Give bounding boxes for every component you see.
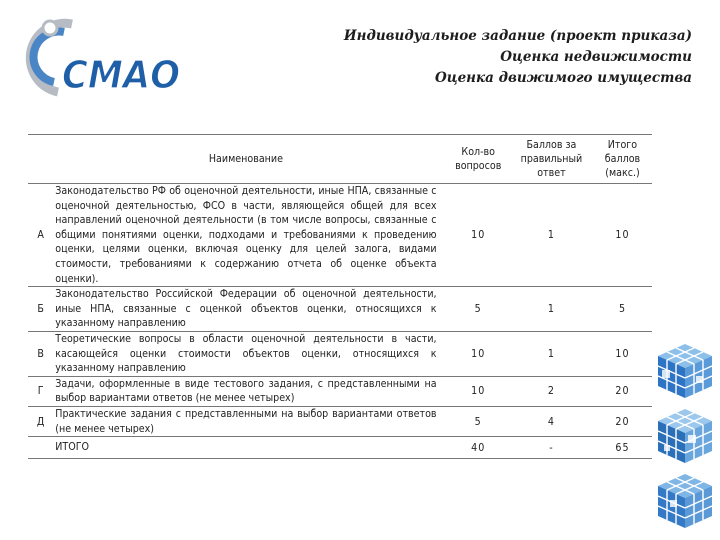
header-name: Наименование	[208, 153, 283, 165]
table-row	[28, 331, 652, 376]
row-points: 4	[547, 415, 555, 428]
rubik-cube-icon	[654, 470, 716, 532]
table-row	[28, 376, 652, 406]
total-label: ИТОГО	[55, 441, 90, 454]
total-points: -	[549, 441, 554, 454]
row-count: 10	[471, 385, 486, 398]
row-letter: Д	[36, 415, 45, 428]
row-name: Практические задания с представленными на выбор вариантами ответов (не менее четырех)	[55, 407, 437, 435]
exam-structure-table	[28, 134, 652, 459]
row-points: 1	[547, 229, 555, 242]
total-max: 65	[615, 441, 630, 454]
row-letter: А	[37, 229, 44, 242]
header-count: Кол-во вопросов	[455, 146, 502, 172]
row-count: 10	[471, 229, 486, 242]
row-letter: Б	[37, 303, 44, 316]
header-max: Итого баллов (макс.)	[604, 139, 641, 179]
table-row	[28, 184, 652, 287]
row-name: Законодательство РФ об оценочной деятельности, иные НПА, связанные с оценочной деятельностью, ФСО в части, являющейся общей для всех направлений оценочной деятельности (в том числе вопросы, связанные с общими понятиями оценки, подходами и требованиями к проведению оценки, целями оценки, включая оценку для целей залога, видами стоимости, требованиями к содержанию отчета об оценке объекта оценки).	[55, 185, 437, 285]
rubik-cube-icon	[654, 340, 716, 402]
header-points: Баллов за правильный ответ	[520, 139, 583, 179]
row-max: 10	[615, 229, 630, 242]
row-letter: В	[37, 347, 44, 360]
row-max: 20	[615, 415, 630, 428]
row-count: 5	[474, 415, 482, 428]
row-name: Задачи, оформленные в виде тестового задания, с представленными на выбор вариантами ответов (не менее четырех)	[55, 377, 437, 405]
row-points: 1	[547, 347, 555, 360]
row-count: 10	[471, 347, 486, 360]
table-row	[28, 406, 652, 436]
row-points: 1	[547, 303, 555, 316]
table-header-row	[28, 135, 652, 184]
table-row	[28, 287, 652, 332]
row-letter: Г	[37, 385, 44, 398]
header-title: Индивидуальное задание (проект приказа)	[343, 28, 692, 44]
logo-text: СМАО	[62, 53, 180, 97]
header-subtitle-2: Оценка движимого имущества	[434, 70, 692, 86]
table-total-row	[28, 437, 652, 459]
row-max: 20	[615, 385, 630, 398]
total-count: 40	[471, 441, 486, 454]
page-header	[344, 26, 692, 89]
cmao-logo	[20, 10, 180, 105]
rubik-cube-icon	[654, 405, 716, 467]
header-subtitle-1: Оценка недвижимости	[500, 49, 692, 65]
row-max: 5	[618, 303, 627, 316]
row-max: 10	[615, 347, 630, 360]
row-name: Теоретические вопросы в области оценочной деятельности в части, касающейся оценки стоимости объектов оценки, относящихся к указанному направлению	[55, 332, 437, 375]
row-points: 2	[547, 385, 555, 398]
row-name: Законодательство Российской Федерации об оценочной деятельности, иные НПА, связанные с оценкой объектов оценки, относящихся к указанному направлению	[55, 288, 437, 330]
row-count: 5	[474, 303, 482, 316]
